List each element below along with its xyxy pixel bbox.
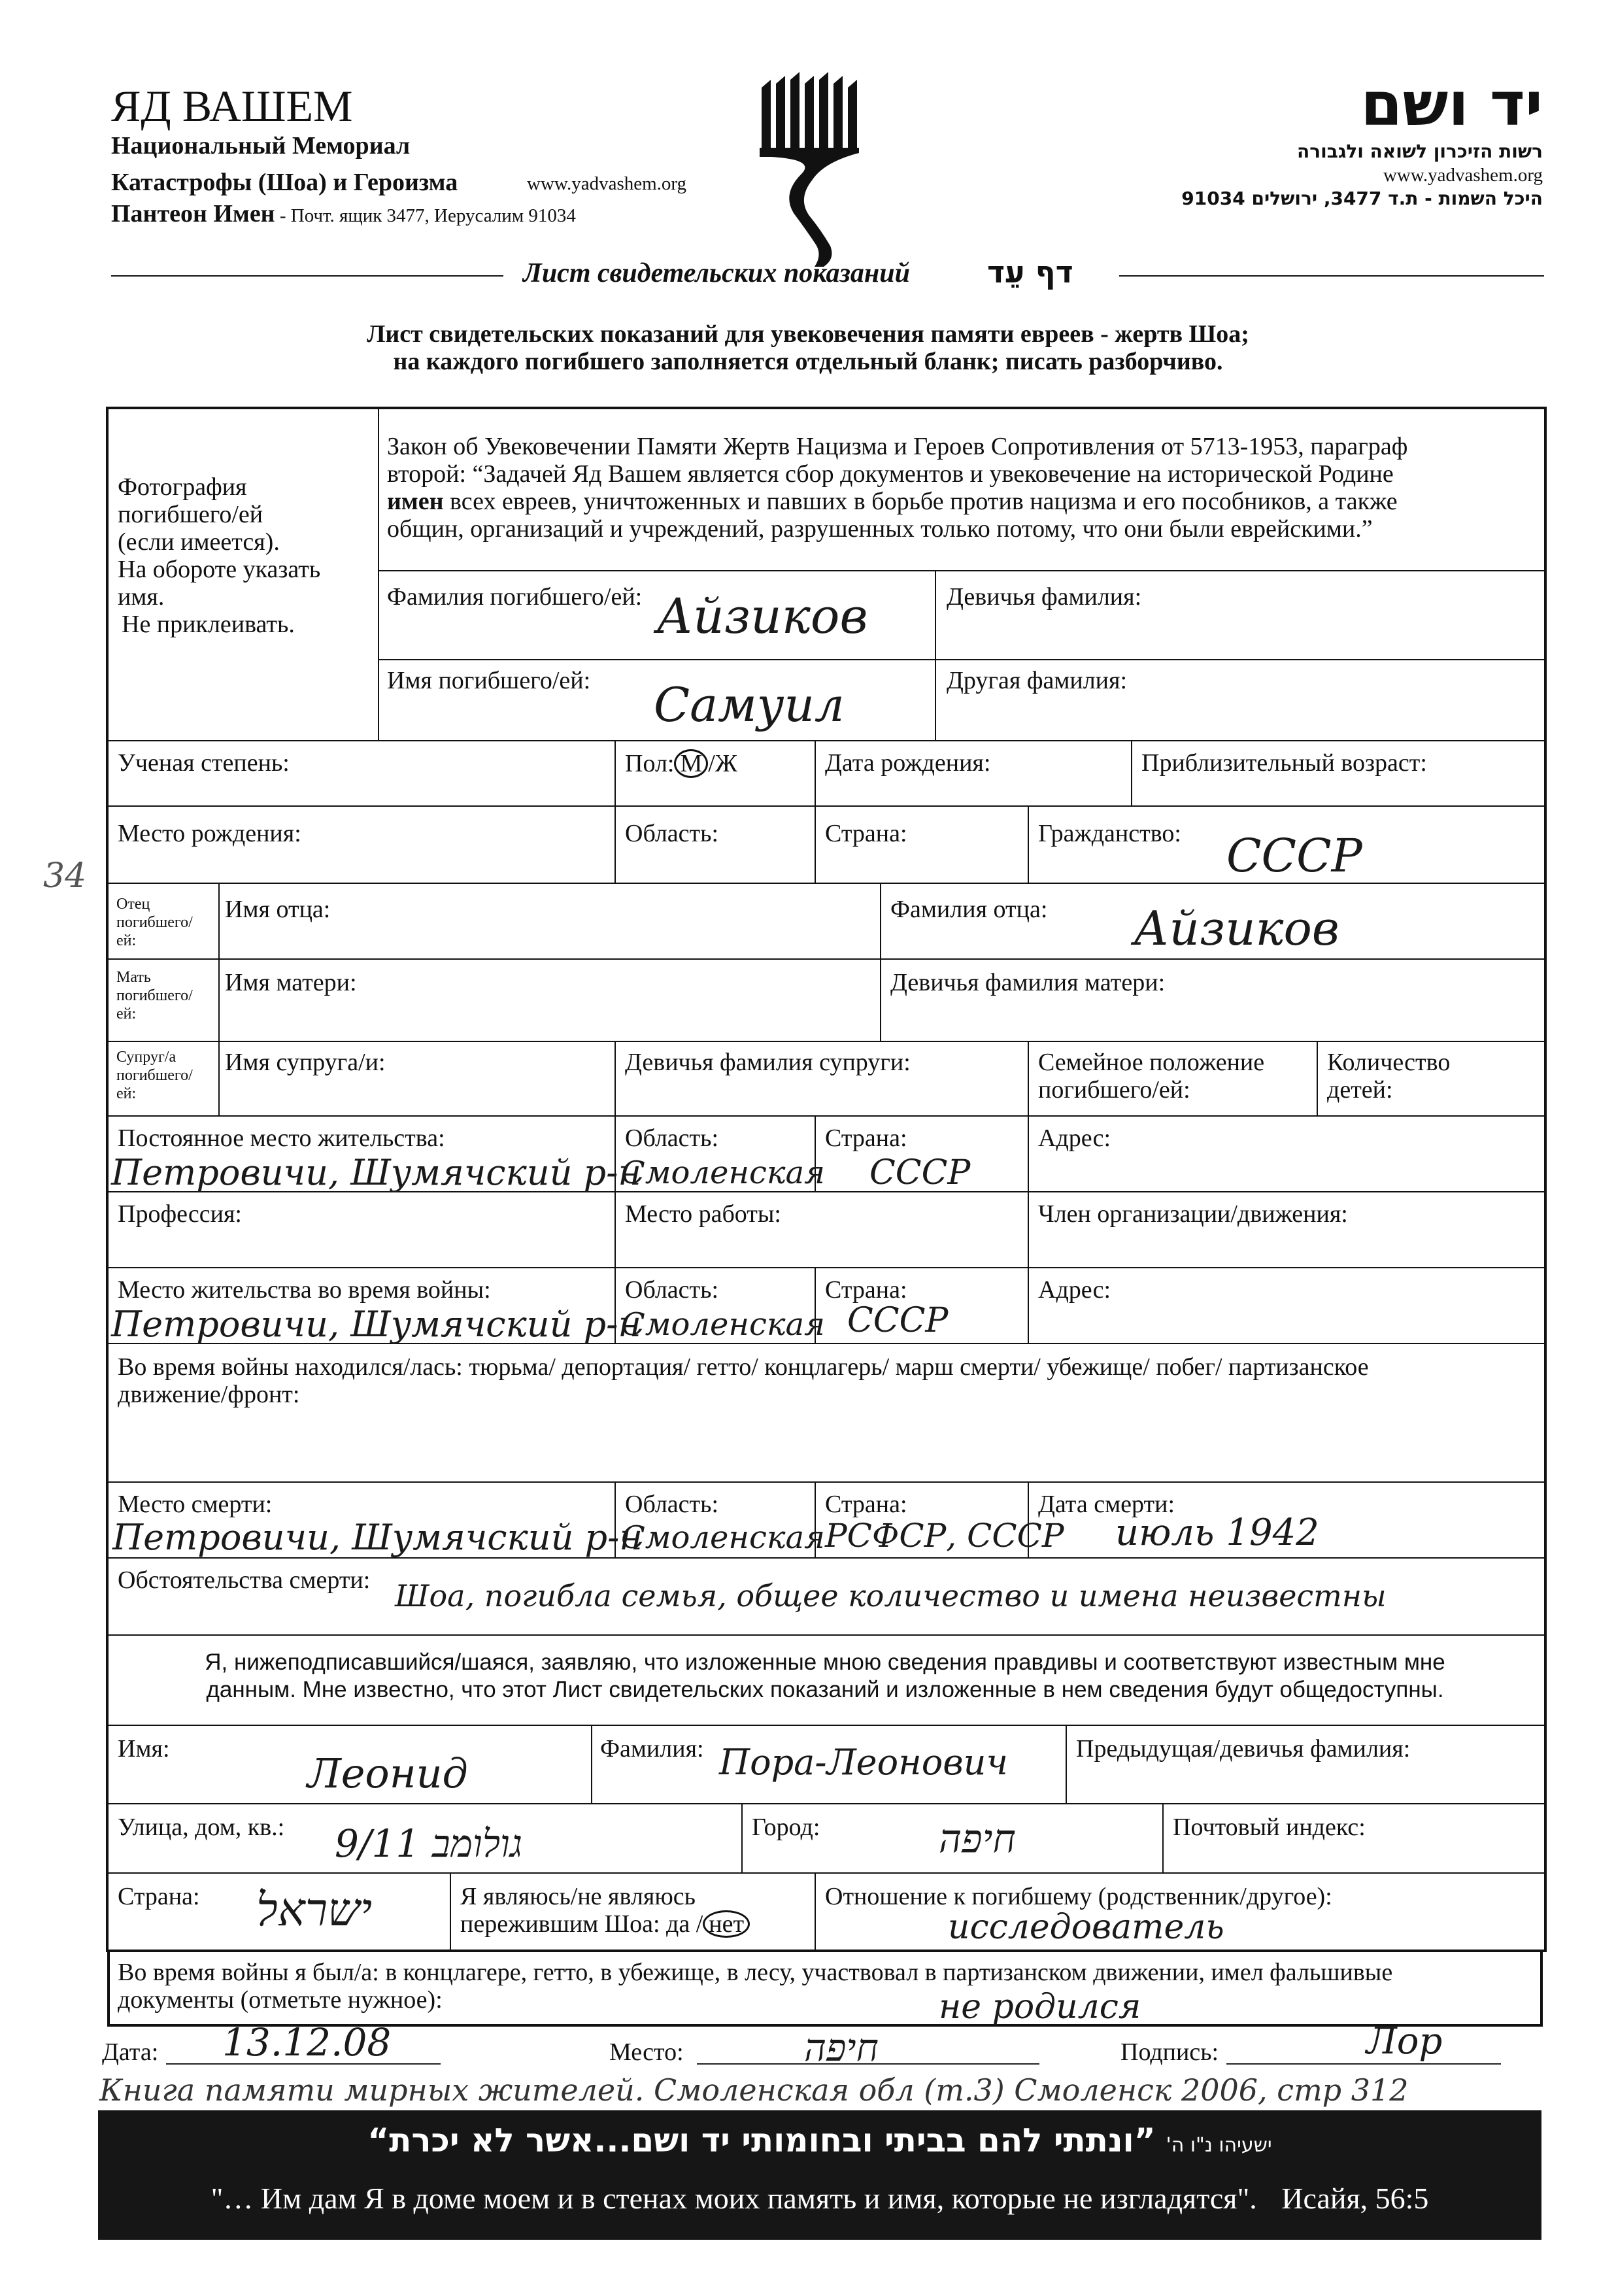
- mother-name-label: Имя матери:: [225, 969, 357, 996]
- death-region-value[interactable]: Смоленская: [621, 1519, 825, 1556]
- war-div-3: [1028, 1267, 1029, 1343]
- frame-top: [106, 407, 1547, 409]
- war-residence-value[interactable]: Петровичи, Шумячский р-н: [111, 1304, 641, 1345]
- birth-country-label: Страна:: [825, 820, 907, 847]
- father-side-3: ей:: [116, 932, 137, 949]
- signature-label: Подпись:: [1120, 2038, 1219, 2066]
- death-country-value[interactable]: РСФСР, СССР: [825, 1517, 1064, 1555]
- birth-region-label: Область:: [625, 820, 719, 847]
- ru-subtitle-1: Национальный Мемориал: [111, 132, 411, 160]
- mother-side-1: Мать: [116, 969, 151, 986]
- father-name-label: Имя отца:: [225, 896, 331, 923]
- father-side-2: погибшего/: [116, 914, 193, 931]
- death-place-label: Место смерти:: [118, 1491, 273, 1518]
- row-mother-top: [106, 958, 1547, 960]
- place-value[interactable]: חיפה: [804, 2025, 879, 2070]
- mother-maiden-label: Девичья фамилия матери:: [890, 969, 1166, 996]
- instructions-line-1: Лист свидетельских показаний для увековечения памяти евреев - жертв Шоа;: [367, 320, 1249, 348]
- law-line-2: второй: “Задачей Яд Вашем является сбор документов и увековечение на исторической Родине: [387, 460, 1394, 488]
- father-surname-label: Фамилия отца:: [890, 896, 1048, 923]
- surname-divider: [935, 570, 936, 740]
- father-side-1: Отец: [116, 896, 150, 913]
- residence-country-label: Страна:: [825, 1124, 907, 1152]
- victim-first-name-value[interactable]: Самуил: [654, 677, 845, 732]
- law-bold-word: имен: [387, 488, 444, 515]
- photo-label-6: Не приклеивать.: [122, 611, 295, 638]
- spouse-side-3: ей:: [116, 1085, 137, 1102]
- death-circumstances-value[interactable]: Шоа, погибла семья, общее количество и имена неизвестны: [395, 1578, 1387, 1613]
- death-region-label: Область:: [625, 1491, 719, 1518]
- father-div: [880, 883, 881, 1041]
- victim-other-surname-label: Другая фамилия:: [947, 667, 1128, 694]
- city-label: Город:: [752, 1814, 820, 1841]
- row-father-top: [106, 883, 1547, 884]
- declaration-line-1: Я, нижеподписавшийся/шаяся, заявляю, что изложенные мною сведения правдивы и соответствуют известным мне: [205, 1649, 1445, 1675]
- degree-label: Ученая степень:: [118, 749, 290, 777]
- death-date-value[interactable]: июль 1942: [1115, 1511, 1319, 1554]
- city-value[interactable]: חיפה: [939, 1816, 1016, 1862]
- footer-hebrew-text: ”ונתתי להם בביתי ובחומותי יד ושם...אשר לא יכרת“: [367, 2121, 1156, 2159]
- residence-country-value[interactable]: СССР: [869, 1153, 971, 1192]
- date-label: Дата:: [102, 2038, 159, 2066]
- website-link[interactable]: www.yadvashem.org: [527, 173, 687, 194]
- country-div-2: [815, 1872, 816, 1950]
- street-label: Улица, дом, кв.:: [118, 1814, 285, 1841]
- death-date-label: Дата смерти:: [1038, 1491, 1175, 1518]
- war-country-value[interactable]: СССР: [847, 1301, 949, 1340]
- zip-label: Почтовый индекс:: [1173, 1814, 1366, 1841]
- citizenship-value[interactable]: СССР: [1226, 829, 1362, 883]
- submitter-name-value[interactable]: Леонид: [307, 1749, 468, 1797]
- form-title-hebrew: דף עֵד: [987, 254, 1073, 290]
- law-line-3: [387, 488, 1398, 515]
- survivor-no-option[interactable]: нет: [703, 1910, 750, 1938]
- footer-russian-text: "… Им дам Я в доме моем и в стенах моих память и имя, которые не изгладятся".: [210, 2182, 1257, 2215]
- row-spouse-top: [106, 1041, 1547, 1042]
- death-place-value[interactable]: Петровичи, Шумячский р-н: [112, 1517, 643, 1558]
- instructions-line-2: на каждого погибшего заполняется отдельный бланк; писать разборчиво.: [393, 348, 1223, 375]
- victim-surname-label: Фамилия погибшего/ей:: [387, 583, 643, 611]
- street-value[interactable]: 9/11 גולומב: [335, 1821, 522, 1866]
- workplace-label: Место работы:: [625, 1200, 781, 1228]
- signature-value[interactable]: Лор: [1366, 2020, 1443, 2063]
- street-div-2: [1162, 1803, 1164, 1872]
- residence-value[interactable]: Петровичи, Шумячский р-н: [111, 1152, 641, 1193]
- war-address-label: Адрес:: [1038, 1276, 1111, 1304]
- birth-div-1: [614, 805, 616, 883]
- photo-label-5: имя.: [118, 583, 165, 611]
- victim-surname-value[interactable]: Айзиков: [656, 588, 868, 645]
- place-label: Место:: [609, 2038, 684, 2066]
- submitter-war-line-1: Во время войны я был/а: в концлагере, гетто, в убежище, в лесу, участвовал в партизанском движении, имел фальшивые: [118, 1959, 1393, 1986]
- photo-label-3: (если имеется).: [118, 528, 280, 556]
- death-country-label: Страна:: [825, 1491, 907, 1518]
- margin-note: 34: [43, 856, 87, 896]
- street-div-1: [741, 1803, 743, 1872]
- country-div-1: [450, 1872, 451, 1950]
- he-address-line: היכל השמות - ת.ד 3477, ירושלים 91034: [1181, 188, 1543, 209]
- declaration-line-2: данным. Мне известно, что этот Лист свидетельских показаний и изложенные в нем сведения будут общедоступны.: [206, 1677, 1444, 1702]
- ru-title: ЯД ВАШЕМ: [111, 81, 353, 131]
- dob-label: Дата рождения:: [825, 749, 991, 777]
- photo-divider: [378, 407, 379, 740]
- surname-bottom: [378, 659, 1545, 660]
- row-degree-top: [106, 740, 1547, 741]
- children-count-label-2: детей:: [1327, 1076, 1393, 1104]
- degree-div-1: [614, 740, 616, 805]
- spouse-side-1: Супруг/а: [116, 1049, 177, 1066]
- he-website-link[interactable]: www.yadvashem.org: [1383, 165, 1543, 186]
- title-rule-right: [1119, 275, 1544, 277]
- relation-label: Отношение к погибшему (родственник/другое):: [825, 1883, 1332, 1910]
- spouse-side-2: погибшего/: [116, 1067, 193, 1084]
- law-line-4: общин, организаций и учреждений, разрушенных только потому, что они были еврейскими.”: [387, 515, 1373, 543]
- submitter-prev-surname-label: Предыдущая/девичья фамилия:: [1076, 1735, 1411, 1763]
- residence-region-value[interactable]: Смоленская: [621, 1155, 825, 1191]
- frame-left: [106, 407, 109, 1952]
- residence-address-label: Адрес:: [1038, 1124, 1111, 1152]
- footer-hebrew-quote: [98, 2121, 1541, 2165]
- subname-div-1: [591, 1725, 592, 1803]
- signature-underline: [1226, 2063, 1501, 2065]
- war-status-line-2: движение/фронт:: [118, 1381, 300, 1408]
- submitter-name-label: Имя:: [118, 1735, 170, 1763]
- citizenship-label: Гражданство:: [1038, 820, 1181, 847]
- pantheon-label: Пантеон Имен: [111, 200, 275, 228]
- victim-maiden-label: Девичья фамилия:: [947, 583, 1142, 611]
- mother-side-2: погибшего/: [116, 987, 193, 1004]
- profession-label: Профессия:: [118, 1200, 242, 1228]
- submitter-country-value[interactable]: ישראל: [256, 1883, 373, 1936]
- family-side-div: [218, 883, 220, 1115]
- approx-age-label: Приблизительный возраст:: [1141, 749, 1427, 777]
- row-death-top: [106, 1481, 1547, 1483]
- birth-div-2: [815, 805, 816, 883]
- form-title: Лист свидетельских показаний: [523, 258, 910, 288]
- subname-div-2: [1066, 1725, 1067, 1803]
- marital-status-label-1: Семейное положение: [1038, 1049, 1265, 1076]
- birthplace-label: Место рождения:: [118, 820, 301, 847]
- law-line-1: Закон об Увековечении Памяти Жертв Нацизма и Героев Сопротивления от 5713-1953, параграф: [387, 433, 1408, 460]
- he-title: יד ושם: [1360, 69, 1543, 139]
- survivor-yes-option[interactable]: пережившим Шоа: да /: [460, 1910, 703, 1938]
- survivor-label-1: Я являюсь/не являюсь: [460, 1883, 696, 1910]
- footer-russian-reference: Исайя, 56:5: [1281, 2182, 1429, 2215]
- father-surname-value[interactable]: Айзиков: [1134, 901, 1339, 956]
- spouse-div-3: [1317, 1041, 1318, 1115]
- submitter-country-label: Страна:: [118, 1883, 200, 1910]
- gender-male-option[interactable]: М: [674, 749, 708, 778]
- ru-subtitle-2: Катастрофы (Шоа) и Героизма: [111, 169, 458, 196]
- war-country-label: Страна:: [825, 1276, 907, 1304]
- marital-status-label-2: погибшего/ей:: [1038, 1076, 1190, 1104]
- photo-label-1: Фотография: [118, 473, 247, 501]
- law-line-3-text: всех евреев, уничтоженных и павших в борьбе против нацизма и его пособников, а также: [443, 488, 1398, 515]
- death-circumstances-label: Обстоятельства смерти:: [118, 1566, 371, 1594]
- survivor-label-2: [460, 1910, 750, 1938]
- he-subtitle: רשות הזיכרון לשואה ולגבורה: [1297, 141, 1543, 162]
- submitter-war-value[interactable]: не родился: [939, 1987, 1141, 2027]
- gender-field: [625, 749, 737, 778]
- row-sub-name-top: [106, 1725, 1547, 1726]
- ru-address-line: [111, 200, 576, 229]
- row-street-top: [106, 1803, 1547, 1804]
- law-bottom: [378, 570, 1545, 571]
- relation-value[interactable]: исследователь: [948, 1908, 1224, 1947]
- row-birth-top: [106, 805, 1547, 807]
- war-residence-label: Место жительства во время войны:: [118, 1276, 491, 1304]
- submitter-surname-value[interactable]: Пора-Леонович: [719, 1742, 1009, 1783]
- submitter-surname-label: Фамилия:: [600, 1735, 704, 1763]
- gender-female-option[interactable]: /Ж: [708, 750, 737, 777]
- yad-vashem-logo: [758, 71, 863, 267]
- date-value[interactable]: 13.12.08: [222, 2020, 392, 2065]
- degree-div-2: [815, 740, 816, 805]
- children-count-label-1: Количество: [1327, 1049, 1451, 1076]
- spouse-div-2: [1028, 1041, 1029, 1115]
- spouse-div-1: [614, 1041, 616, 1115]
- birth-div-3: [1028, 805, 1029, 883]
- war-region-label: Область:: [625, 1276, 719, 1304]
- photo-label-4: На обороте указать: [118, 556, 321, 583]
- gender-label: Пол:: [625, 750, 675, 777]
- war-status-line-1: Во время войны находился/лась: тюрьма/ депортация/ гетто/ концлагерь/ марш смерти/ убежище/ побег/ партизанское: [118, 1353, 1369, 1381]
- row-decl-top: [106, 1634, 1547, 1636]
- residence-label: Постоянное место жительства:: [118, 1124, 445, 1152]
- footer-hebrew-reference: ישעיהו נ"ו ה': [1166, 2134, 1272, 2157]
- mother-side-3: ей:: [116, 1005, 137, 1022]
- spouse-name-label: Имя супруга/и:: [225, 1049, 386, 1076]
- residence-region-label: Область:: [625, 1124, 719, 1152]
- membership-label: Член организации/движения:: [1038, 1200, 1348, 1228]
- footer-russian-quote: [98, 2181, 1541, 2216]
- war-region-value[interactable]: Смоленская: [621, 1306, 825, 1343]
- row-residence-top: [106, 1115, 1547, 1117]
- title-rule-left: [111, 275, 503, 277]
- postal-address: - Почт. ящик 3477, Иерусалим 91034: [275, 205, 576, 226]
- photo-label-2: погибшего/ей: [118, 501, 263, 528]
- source-note: Книга памяти мирных жителей. Смоленская обл (т.3) Смоленск 2006, стр 312: [99, 2072, 1409, 2108]
- row-country-top: [106, 1872, 1547, 1874]
- degree-div-3: [1131, 740, 1132, 805]
- row-war-res-top: [106, 1267, 1547, 1268]
- submitter-war-line-2: документы (отметьте нужное):: [118, 1986, 443, 2014]
- frame-right: [1544, 407, 1547, 1952]
- spouse-maiden-label: Девичья фамилия супруги:: [625, 1049, 911, 1076]
- victim-first-name-label: Имя погибшего/ей:: [387, 667, 591, 694]
